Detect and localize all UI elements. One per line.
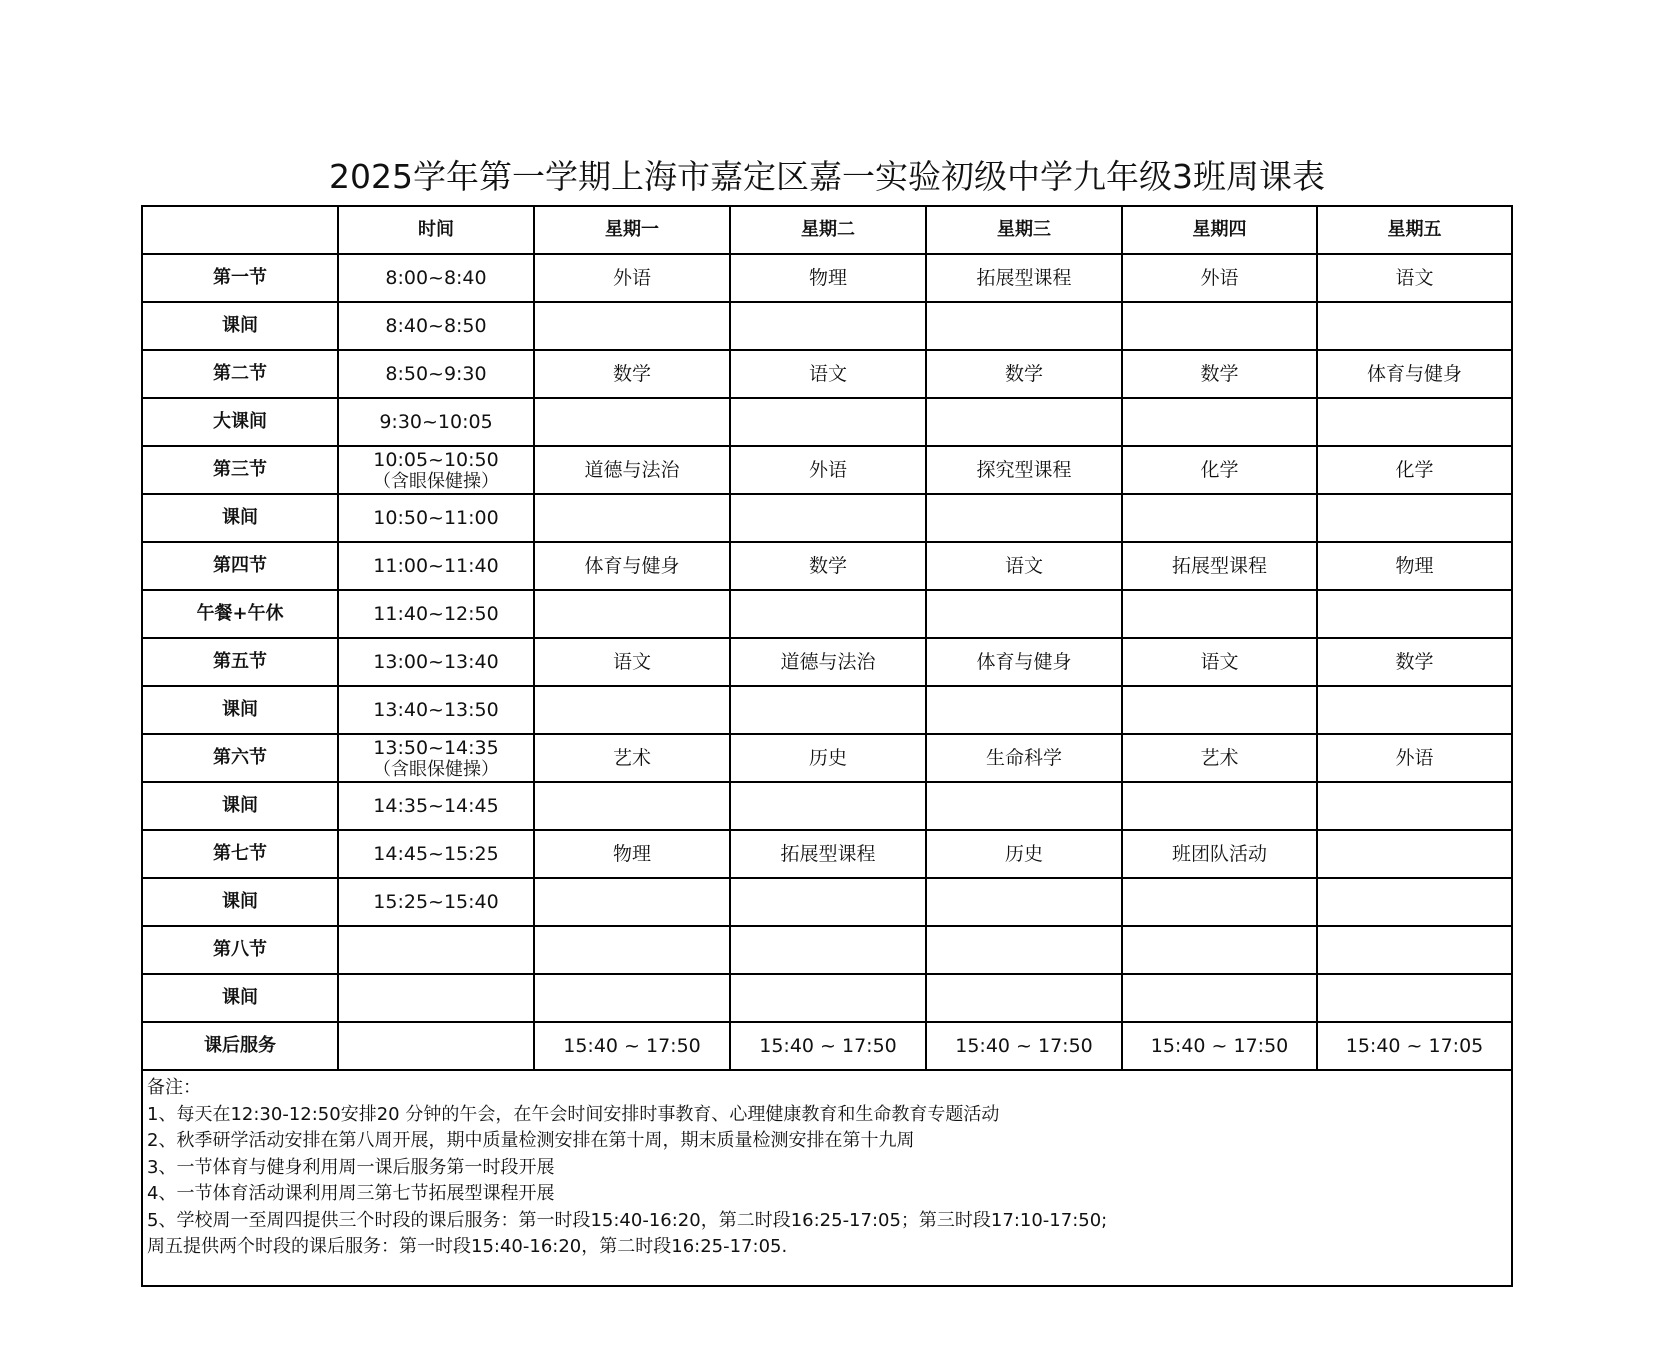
period-time: 15:25~15:40 — [373, 891, 499, 913]
header-blank-cell — [142, 206, 338, 254]
table-row — [142, 686, 1512, 734]
subject-cell — [1317, 782, 1512, 830]
period-time: 10:50~11:00 — [373, 507, 499, 529]
subject-cell: 15:40 ~ 17:50 — [534, 1022, 730, 1070]
subject-cell: 历史 — [730, 734, 926, 782]
period-time: 13:00~13:40 — [373, 651, 499, 673]
subject-cell — [534, 686, 730, 734]
subject-cell: 班团队活动 — [1122, 830, 1317, 878]
period-time: 8:50~9:30 — [385, 363, 487, 385]
subject-cell — [1317, 878, 1512, 926]
subject-cell — [1317, 830, 1512, 878]
period-label: 第八节 — [142, 926, 338, 974]
period-time: 10:05~10:50 — [373, 449, 499, 471]
note-item: 1、每天在12:30-12:50安排20 分钟的午会，在午会时间安排时事教育、心理健康教育和生命教育专题活动 — [147, 1103, 1000, 1125]
subject-cell: 数学 — [1317, 638, 1512, 686]
subject-cell: 化学 — [1122, 446, 1317, 494]
subject-cell — [534, 494, 730, 542]
period-label: 课间 — [142, 494, 338, 542]
table-row — [142, 878, 1512, 926]
page-title: 2025学年第一学期上海市嘉定区嘉一实验初级中学九年级3班周课表 — [329, 157, 1325, 196]
subject-cell — [534, 974, 730, 1022]
subject-cell: 15:40 ~ 17:50 — [1122, 1022, 1317, 1070]
subject-cell — [1317, 302, 1512, 350]
subject-cell — [730, 974, 926, 1022]
subject-cell: 15:40 ~ 17:05 — [1317, 1022, 1512, 1070]
subject-cell: 数学 — [1122, 350, 1317, 398]
period-label: 第四节 — [142, 542, 338, 590]
table-row — [142, 398, 1512, 446]
period-time-cell — [338, 686, 534, 734]
header-day-mon: 星期一 — [534, 206, 730, 254]
header-day-wed: 星期三 — [926, 206, 1122, 254]
table-row — [142, 590, 1512, 638]
notes-cell — [142, 1070, 1512, 1286]
period-time-cell — [338, 350, 534, 398]
subject-cell: 物理 — [1317, 542, 1512, 590]
subject-cell — [1122, 302, 1317, 350]
subject-cell — [926, 686, 1122, 734]
subject-cell — [1317, 686, 1512, 734]
period-time-cell — [338, 638, 534, 686]
period-label: 第三节 — [142, 446, 338, 494]
period-time-cell — [338, 830, 534, 878]
subject-cell — [534, 878, 730, 926]
subject-cell — [1122, 686, 1317, 734]
subject-cell: 体育与健身 — [534, 542, 730, 590]
subject-cell: 数学 — [730, 542, 926, 590]
period-label: 第一节 — [142, 254, 338, 302]
subject-cell: 生命科学 — [926, 734, 1122, 782]
table-row — [142, 638, 1512, 686]
subject-cell: 拓展型课程 — [926, 254, 1122, 302]
subject-cell — [926, 878, 1122, 926]
period-time-cell — [338, 878, 534, 926]
subject-cell — [534, 926, 730, 974]
note-item: 5、学校周一至周四提供三个时段的课后服务：第一时段15:40-16:20，第二时段16:25-17:05；第三时段17:10-17:50; — [147, 1209, 1108, 1231]
period-time: 14:45~15:25 — [373, 843, 499, 865]
subject-cell: 物理 — [730, 254, 926, 302]
table-row — [142, 542, 1512, 590]
period-label: 第六节 — [142, 734, 338, 782]
header-day-thu: 星期四 — [1122, 206, 1317, 254]
subject-cell — [1122, 974, 1317, 1022]
period-time: 9:30~10:05 — [379, 411, 493, 433]
period-time-cell — [338, 734, 534, 782]
subject-cell — [534, 302, 730, 350]
subject-cell — [1317, 398, 1512, 446]
table-row — [142, 446, 1512, 494]
note-item: 3、一节体育与健身利用周一课后服务第一时段开展 — [147, 1156, 555, 1178]
subject-cell — [1122, 398, 1317, 446]
period-label: 大课间 — [142, 398, 338, 446]
subject-cell — [730, 686, 926, 734]
period-time: 13:40~13:50 — [373, 699, 499, 721]
subject-cell: 拓展型课程 — [1122, 542, 1317, 590]
subject-cell — [1317, 494, 1512, 542]
subject-cell: 化学 — [1317, 446, 1512, 494]
subject-cell — [926, 398, 1122, 446]
period-time-cell — [338, 926, 534, 974]
subject-cell: 道德与法治 — [534, 446, 730, 494]
subject-cell — [534, 782, 730, 830]
header-day-tue: 星期二 — [730, 206, 926, 254]
subject-cell: 艺术 — [1122, 734, 1317, 782]
period-time-cell — [338, 254, 534, 302]
subject-cell: 拓展型课程 — [730, 830, 926, 878]
subject-cell — [730, 926, 926, 974]
header-day-fri: 星期五 — [1317, 206, 1512, 254]
subject-cell — [1122, 782, 1317, 830]
period-time-cell — [338, 446, 534, 494]
subject-cell — [730, 302, 926, 350]
subject-cell — [926, 494, 1122, 542]
header-row — [142, 206, 1512, 254]
note-item: 周五提供两个时段的课后服务：第一时段15:40-16:20，第二时段16:25-17:05. — [147, 1236, 788, 1257]
subject-cell — [730, 398, 926, 446]
subject-cell: 外语 — [534, 254, 730, 302]
subject-cell — [534, 398, 730, 446]
period-label: 课间 — [142, 302, 338, 350]
period-time: 8:00~8:40 — [385, 267, 487, 289]
period-time-cell — [338, 782, 534, 830]
subject-cell: 语文 — [1317, 254, 1512, 302]
period-time-note: （含眼保健操） — [373, 759, 499, 780]
subject-cell: 历史 — [926, 830, 1122, 878]
subject-cell: 体育与健身 — [1317, 350, 1512, 398]
subject-cell — [730, 878, 926, 926]
subject-cell: 探究型课程 — [926, 446, 1122, 494]
subject-cell: 外语 — [730, 446, 926, 494]
table-row — [142, 302, 1512, 350]
period-time: 13:50~14:35 — [373, 737, 499, 759]
subject-cell: 外语 — [1317, 734, 1512, 782]
period-label: 课间 — [142, 686, 338, 734]
notes-heading: 备注： — [147, 1077, 201, 1098]
period-time: 8:40~8:50 — [385, 315, 487, 337]
subject-cell — [1122, 926, 1317, 974]
period-label: 课间 — [142, 878, 338, 926]
period-time: 11:40~12:50 — [373, 603, 499, 625]
subject-cell — [1122, 590, 1317, 638]
period-time: 11:00~11:40 — [373, 555, 499, 577]
period-time-cell — [338, 398, 534, 446]
table-row — [142, 494, 1512, 542]
subject-cell: 15:40 ~ 17:50 — [926, 1022, 1122, 1070]
note-item: 2、秋季研学活动安排在第八周开展，期中质量检测安排在第十周，期末质量检测安排在第十九周 — [147, 1130, 915, 1151]
table-row — [142, 830, 1512, 878]
subject-cell: 物理 — [534, 830, 730, 878]
subject-cell — [730, 494, 926, 542]
subject-cell — [926, 302, 1122, 350]
subject-cell — [534, 590, 730, 638]
period-time-cell — [338, 1022, 534, 1070]
table-row — [142, 734, 1512, 782]
period-time-cell — [338, 974, 534, 1022]
subject-cell: 数学 — [926, 350, 1122, 398]
subject-cell: 外语 — [1122, 254, 1317, 302]
subject-cell — [1122, 494, 1317, 542]
period-label: 第七节 — [142, 830, 338, 878]
table-row — [142, 782, 1512, 830]
subject-cell: 语文 — [730, 350, 926, 398]
notes-row — [142, 1070, 1512, 1286]
note-item: 4、一节体育活动课利用周三第七节拓展型课程开展 — [147, 1183, 555, 1204]
subject-cell — [730, 590, 926, 638]
subject-cell: 道德与法治 — [730, 638, 926, 686]
period-time-note: （含眼保健操） — [373, 471, 499, 492]
period-time-cell — [338, 542, 534, 590]
header-time: 时间 — [338, 206, 534, 254]
period-label: 课间 — [142, 782, 338, 830]
subject-cell: 语文 — [926, 542, 1122, 590]
subject-cell — [926, 782, 1122, 830]
subject-cell: 艺术 — [534, 734, 730, 782]
subject-cell: 语文 — [534, 638, 730, 686]
timetable — [141, 205, 1513, 1287]
period-label: 第五节 — [142, 638, 338, 686]
subject-cell: 体育与健身 — [926, 638, 1122, 686]
subject-cell — [1122, 878, 1317, 926]
period-label: 课间 — [142, 974, 338, 1022]
table-row — [142, 974, 1512, 1022]
subject-cell — [926, 590, 1122, 638]
table-row — [142, 350, 1512, 398]
subject-cell — [926, 926, 1122, 974]
subject-cell — [1317, 926, 1512, 974]
period-label: 课后服务 — [142, 1022, 338, 1070]
period-time-cell — [338, 302, 534, 350]
period-label: 第二节 — [142, 350, 338, 398]
subject-cell — [926, 974, 1122, 1022]
table-row — [142, 926, 1512, 974]
table-row — [142, 1022, 1512, 1070]
period-label: 午餐+午休 — [142, 590, 338, 638]
subject-cell — [730, 782, 926, 830]
period-time-cell — [338, 590, 534, 638]
subject-cell: 语文 — [1122, 638, 1317, 686]
period-time: 14:35~14:45 — [373, 795, 499, 817]
subject-cell: 数学 — [534, 350, 730, 398]
subject-cell — [1317, 974, 1512, 1022]
subject-cell: 15:40 ~ 17:50 — [730, 1022, 926, 1070]
period-time-cell — [338, 494, 534, 542]
subject-cell — [1317, 590, 1512, 638]
table-row — [142, 254, 1512, 302]
